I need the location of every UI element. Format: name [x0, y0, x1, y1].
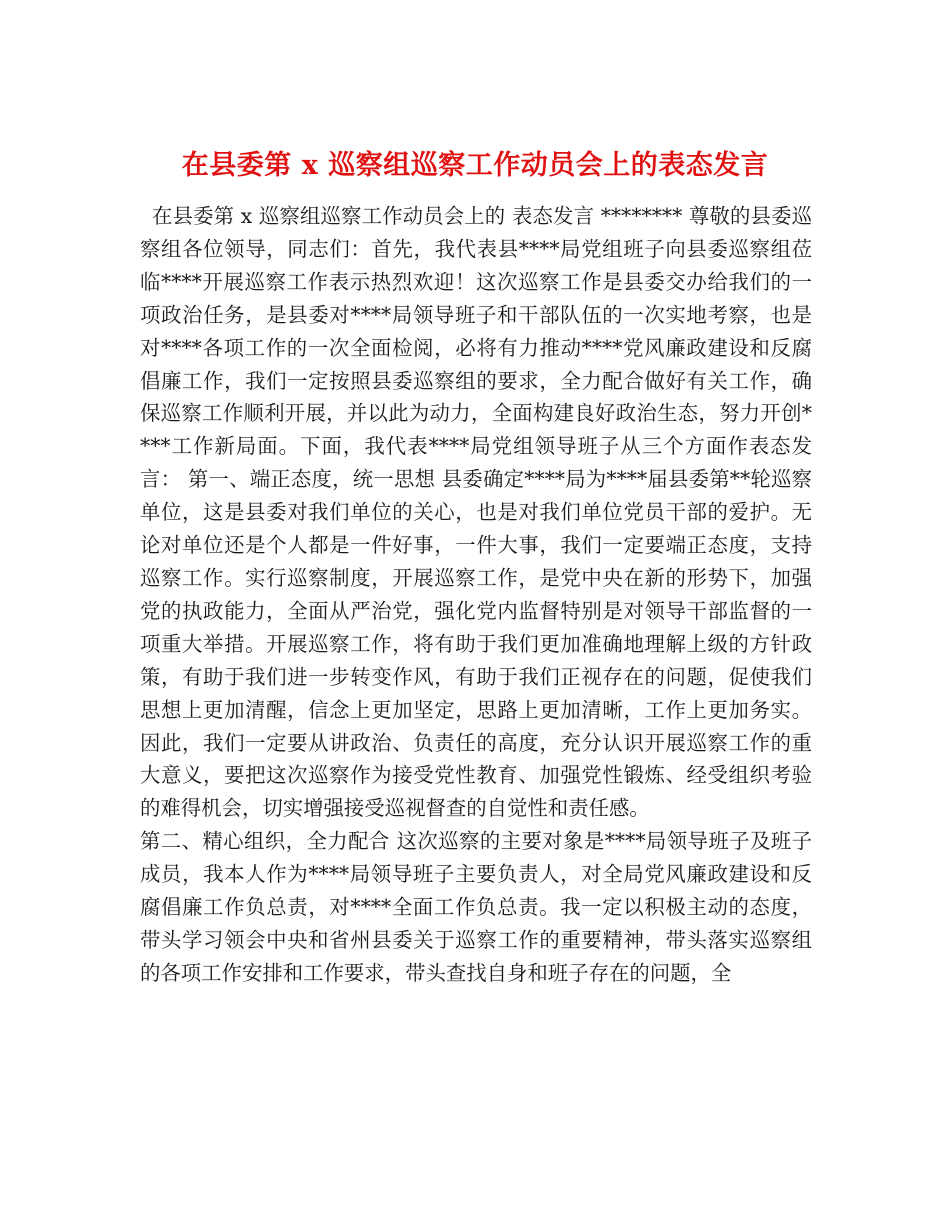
- body-paragraph-2: 第二、精心组织，全力配合 这次巡察的主要对象是****局领导班子及班子成员，我本人作为****局领导班子主要负责人，对全局党风廉政建设和反腐倡廉工作负总责，对****全面工作负总责。我一定以积极主动的态度，带头学习领会中央和省州县委关于巡察工作的重要精神，带头落实巡察组的各项工作安排和工作要求，带头查找自身和班子存在的问题，全: [140, 829, 812, 985]
- document-title: 在县委第 x 巡察组巡察工作动员会上的表态发言: [181, 150, 769, 182]
- document-body: [140, 200, 812, 990]
- body-paragraph-1: 在县委第 x 巡察组巡察工作动员会上的 表态发言 ******** 尊敬的县委巡察组各位领导，同志们：首先，我代表县****局党组班子向县委巡察组莅临****开展巡察工作表示热烈欢迎！这次巡察工作是县委交办给我们的一项政治任务，是县委对****局领导班子和干部队伍的一次实地考察，也是对****各项工作的一次全面检阅，必将有力推动****党风廉政建设和反腐倡廉工作，我们一定按照县委巡察组的要求，全力配合做好有关工作，确保巡察工作顺利开展，并以此为动力，全面构建良好政治生态，努力开创****工作新局面。下面，我代表****局党组领导班子从三个方面作表态发言： 第一、端正态度，统一思想 县委确定****局为****届县委第**轮巡察单位，这是县委对我们单位的关心，也是对我们单位党员干部的爱护。无论对单位还是个人都是一件好事，一件大事，我们一定要端正态度，支持巡察工作。实行巡察制度，开展巡察工作，是党中央在新的形势下，加强党的执政能力，全面从严治党，强化党内监督特别是对领导干部监督的一项重大举措。开展巡察工作，将有助于我们更加准确地理解上级的方针政策，有助于我们进一步转变作风，有助于我们正视存在的问题，促使我们思想上更加清醒，信念上更加坚定，思路上更加清晰，工作上更加务实。因此，我们一定要从讲政治、负责任的高度，充分认识开展巡察工作的重大意义，要把这次巡察作为接受党性教育、加强党性锻炼、经受组织考验的难得机会，切实增强接受巡视督查的自觉性和责任感。: [140, 204, 812, 821]
